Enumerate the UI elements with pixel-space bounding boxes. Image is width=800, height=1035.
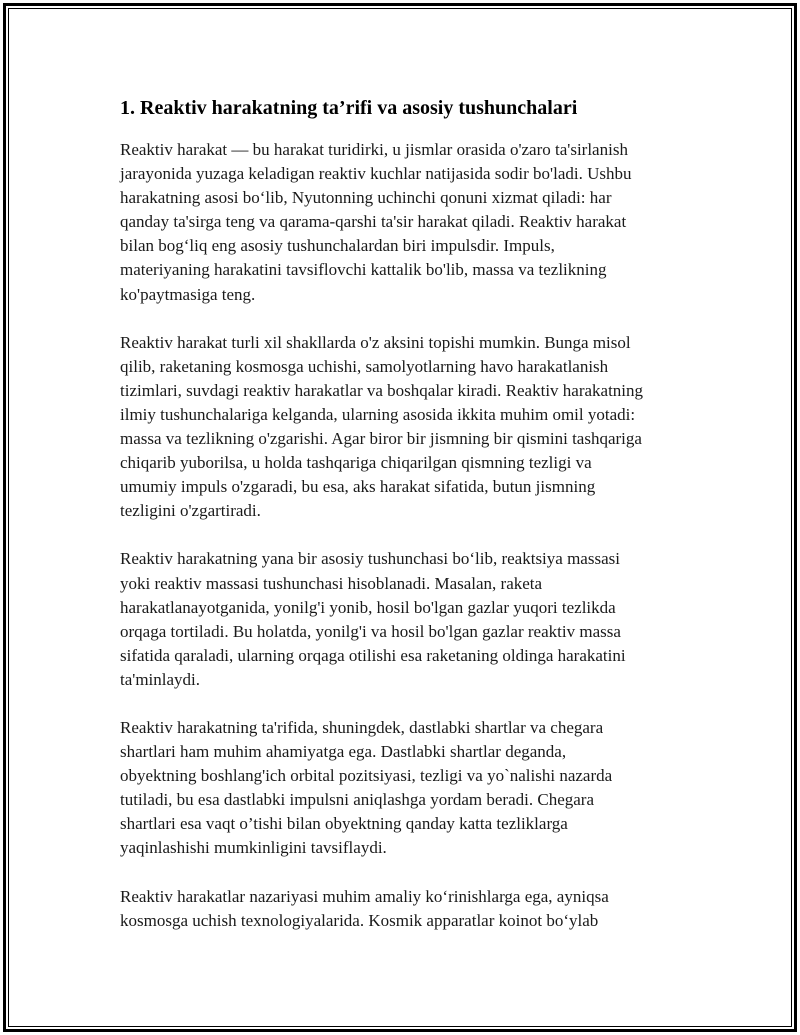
text-line: tezligini o'zgartiradi. xyxy=(120,501,261,521)
text-line: ko'paytmasiga teng. xyxy=(120,284,256,304)
paragraph-2 xyxy=(120,331,720,524)
text-line: jarayonida yuzaga keladigan reaktiv kuchlar natijasida sodir bo'ladi. Ushbu xyxy=(120,164,632,184)
text-line: Reaktiv harakat turli xil shakllarda o'z aksini topishi mumkin. Bunga misol xyxy=(120,332,631,352)
text-line: harakatlanayotganida, yonilg'i yonib, hosil bo'lgan gazlar yuqori tezlikda xyxy=(120,597,616,617)
text-line: harakatning asosi bo‘lib, Nyutonning uchinchi qonuni xizmat qiladi: har xyxy=(120,188,612,208)
document-body xyxy=(120,95,720,957)
text-line: ta'minlaydi. xyxy=(120,669,201,689)
page-frame xyxy=(3,3,797,1032)
text-line: shartlari ham muhim ahamiyatga ega. Dastlabki shartlar deganda, xyxy=(120,742,567,762)
text-line: tizimlari, suvdagi reaktiv harakatlar va boshqalar kiradi. Reaktiv harakatning xyxy=(120,380,644,400)
text-line: yaqinlashishi mumkinligini tavsiflaydi. xyxy=(120,838,387,858)
text-line: kosmosga uchish texnologiyalarida. Kosmik apparatlar koinot bo‘ylab xyxy=(120,910,599,930)
paragraph-1 xyxy=(120,138,720,307)
text-line: Reaktiv harakatning yana bir asosiy tushunchasi bo‘lib, reaktsiya massasi xyxy=(120,549,620,569)
text-line: massa va tezlikning o'zgarishi. Agar biror bir jismning bir qismini tashqariga xyxy=(120,429,642,449)
text-line: ilmiy tushunchalariga kelganda, ularning asosida ikkita muhim omil yotadi: xyxy=(120,404,636,424)
text-line: shartlari esa vaqt o’tishi bilan obyektning qanday katta tezliklarga xyxy=(120,814,568,834)
text-line: chiqarib yuborilsa, u holda tashqariga chiqarilgan qismning tezligi va xyxy=(120,453,592,473)
text-line: umumiy impuls o'zgaradi, bu esa, aks harakat sifatida, butun jismning xyxy=(120,477,596,497)
text-line: materiyaning harakatini tavsiflovchi kattalik bo'lib, massa va tezlikning xyxy=(120,260,607,280)
paragraph-4 xyxy=(120,716,720,861)
text-line: orqaga tortiladi. Bu holatda, yonilg'i va hosil bo'lgan gazlar reaktiv massa xyxy=(120,621,621,641)
text-line: qanday ta'sirga teng va qarama-qarshi ta'sir harakat qiladi. Reaktiv harakat xyxy=(120,212,627,232)
paragraph-3 xyxy=(120,547,720,692)
text-line: bilan bog‘liq eng asosiy tushunchalardan biri impulsdir. Impuls, xyxy=(120,236,555,256)
text-line: Reaktiv harakatlar nazariyasi muhim amaliy ko‘rinishlarga ega, ayniqsa xyxy=(120,886,609,906)
text-line: tutiladi, bu esa dastlabki impulsni aniqlashga yordam beradi. Chegara xyxy=(120,790,594,810)
section-heading: 1. Reaktiv harakatning ta’rifi va asosiy tushunchalari xyxy=(120,97,578,119)
text-line: yoki reaktiv massasi tushunchasi hisoblanadi. Masalan, raketa xyxy=(120,573,543,593)
text-line: Reaktiv harakatning ta'rifida, shuningdek, dastlabki shartlar va chegara xyxy=(120,717,604,737)
text-line: sifatida qaraladi, ularning orqaga otilishi esa raketaning oldinga harakatini xyxy=(120,645,626,665)
text-line: Reaktiv harakat — bu harakat turidirki, u jismlar orasida o'zaro ta'sirlanish xyxy=(120,140,628,159)
text-line: obyektning boshlang'ich orbital pozitsiyasi, tezligi va yo`nalishi nazarda xyxy=(120,766,613,786)
text-line: qilib, raketaning kosmosga uchishi, samolyotlarning havo harakatlanish xyxy=(120,356,609,376)
paragraph-5 xyxy=(120,885,720,933)
